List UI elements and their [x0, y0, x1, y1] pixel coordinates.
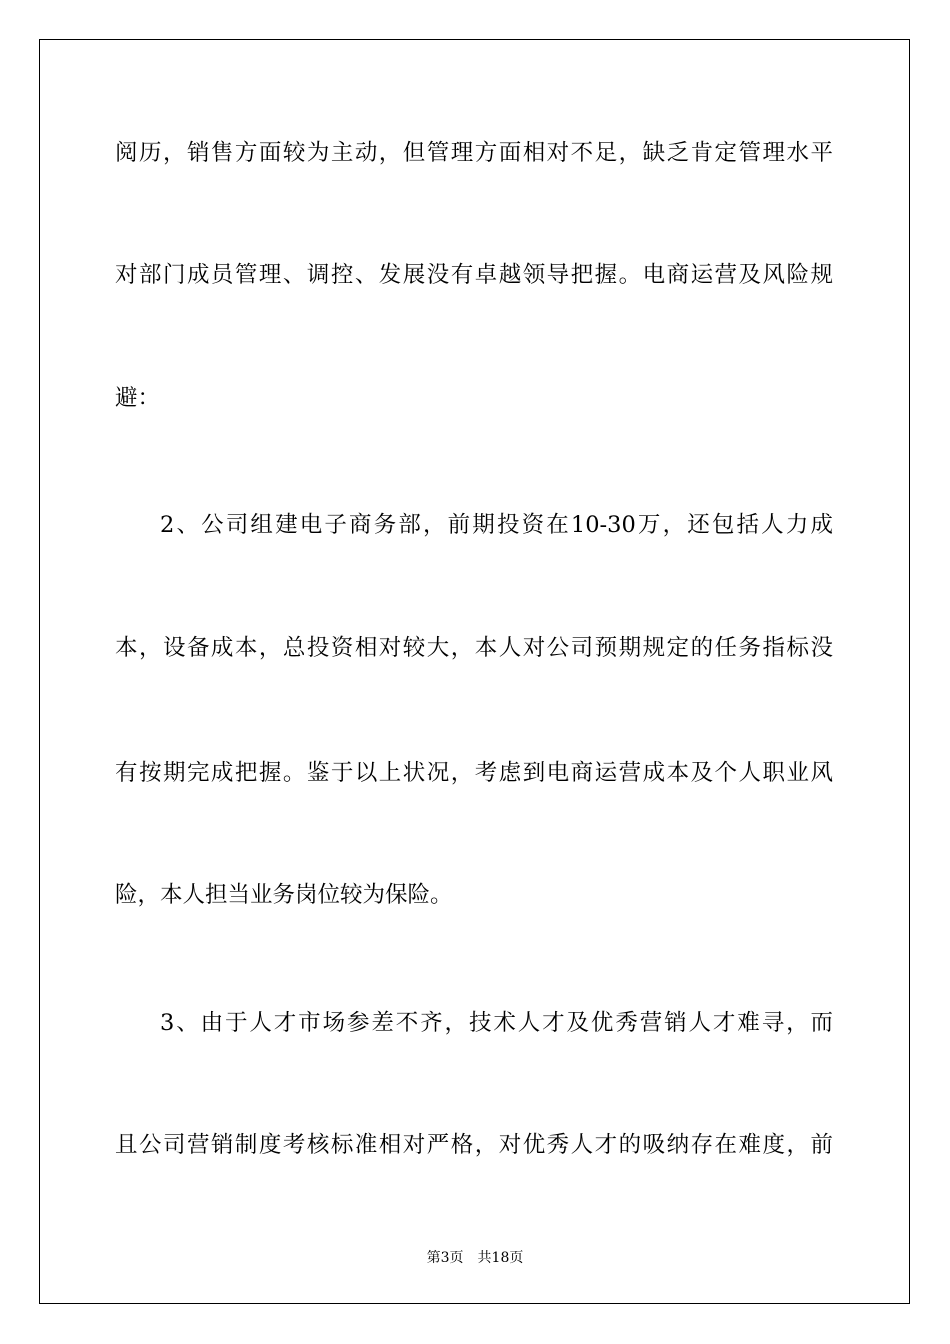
body-line-3: 避： — [115, 385, 161, 411]
page-number: 第3页 — [426, 1250, 464, 1266]
body-line-4: 2、公司组建电子商务部，前期投资在10-30万，还包括人力成 — [160, 512, 833, 538]
body-line-5: 本，设备成本，总投资相对较大，本人对公司预期规定的任务指标没 — [115, 635, 833, 661]
body-line-8: 3、由于人才市场参差不齐，技术人才及优秀营销人才难寻，而 — [160, 1010, 833, 1036]
page-total: 共18页 — [477, 1250, 524, 1266]
body-line-7: 险，本人担当业务岗位较为保险。 — [115, 882, 453, 908]
page-footer — [0, 1248, 950, 1268]
body-line-2: 对部门成员管理、调控、发展没有卓越领导把握。电商运营及风险规 — [115, 262, 833, 288]
body-line-6: 有按期完成把握。鉴于以上状况，考虑到电商运营成本及个人职业风 — [115, 760, 833, 786]
body-line-1: 阅历，销售方面较为主动，但管理方面相对不足，缺乏肯定管理水平 — [115, 140, 833, 166]
body-line-9: 且公司营销制度考核标准相对严格，对优秀人才的吸纳存在难度，前 — [115, 1132, 833, 1158]
page-border — [39, 39, 910, 1304]
